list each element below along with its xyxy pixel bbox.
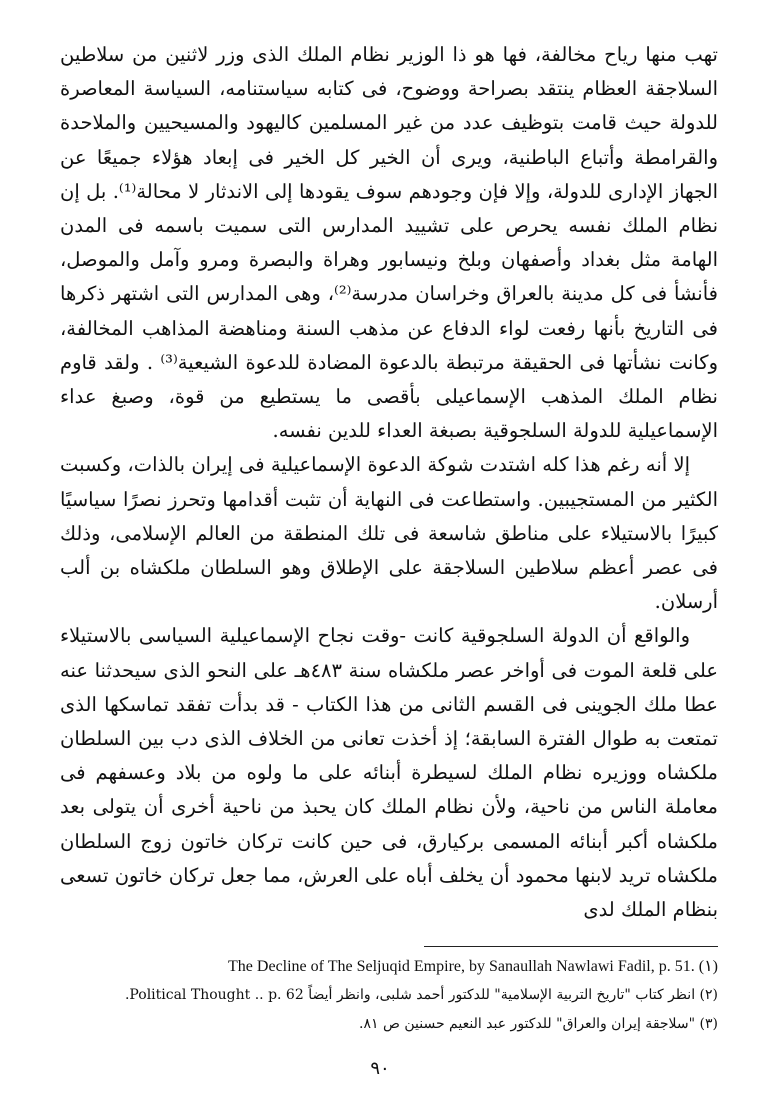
footnote-divider: [424, 946, 718, 947]
footnote-2: (٢) انظر كتاب "تاريخ التربية الإسلامية" للدكتور أحمد شلبى، وانظر أيضاً Political Thought .. p. 62.: [124, 987, 718, 1003]
paragraph-3: والواقع أن الدولة السلجوقية كانت -وقت نجاح الإسماعيلية السياسى بالاستيلاء على قلعة الموت فى أواخر عصر ملكشاه سنة ٤٨٣هـ على النحو الذى سيحدثنا عنه عطا ملك الجوينى فى القسم الثانى من هذا الكتاب - قد بدأت تفقد تماسكها الذى تمتعت به طوال الفترة السابقة؛ إذ أخذت تعانى من الخلاف الذى دب بين السلطان ملكشاه ووزيره نظام الملك لسيطرة أبنائه على ما ولوه من بلاد وعسفهم فى معاملة الناس من ناحية، ولأن نظام الملك كان يحبذ من ناحية أخرى أن يتولى بعد ملكشاه أكبر أبنائه المسمى بركيارق، فى حين كانت تركان خاتون زوج السلطان ملكشاه تريد لابنها محمود أن يخلف أباه على العرش، مما جعل تركان خاتون تسعى بنظام الملك لدى: [60, 624, 718, 922]
page-number: ٩٠: [370, 1058, 390, 1079]
paragraph-1: تهب منها رياح مخالفة، فها هو ذا الوزير نظام الملك الذى وزر لاثنين من سلاطين السلاجقة العظام ينتقد بصراحة ووضوح، فى كتابه سياستنامه، السياسة المعاصرة للدولة حيث قامت بتوظيف عدد من غير المسلمين كاليهود والمسيحيين والملاحدة والقرامطة وأتباع الباطنية، ويرى أن الخير كل الخير فى إبعاد هؤلاء جميعًا عن الجهاز الإدارى للدولة، وإلا فإن وجودهم سوف يقودها إلى الاندثار لا محالة⁽¹⁾. بل إن نظام الملك نفسه يحرص على تشييد المدارس التى سميت باسمه فى المدن الهامة مثل بغداد وأصفهان وبلخ ونيسابور وهراة والبصرة ومرو وآمل والموصل، فأنشأ فى كل مدينة بالعراق وخراسان مدرسة⁽²⁾، وهى المدارس التى اشتهر ذكرها فى التاريخ بأنها رفعت لواء الدفاع عن مذهب السنة ومناهضة المذاهب المخالفة، وكانت نشأتها فى الحقيقة مرتبطة بالدعوة المضادة للدعوة الشيعية⁽³⁾ . ولقد قاوم نظام الملك المذهب الإسماعيلى بأقصى ما يستطيع من قوة، وصبغ عداء الإسماعيلية للدولة السلجوقية بصبغة العداء للدين نفسه.: [60, 43, 719, 443]
footnotes: [60, 952, 718, 1039]
body-text: [60, 38, 718, 927]
paragraph-2: إلا أنه رغم هذا كله اشتدت شوكة الدعوة الإسماعيلية فى إيران بالذات، وكسبت الكثير من المستجيبين. واستطاعت فى النهاية أن تثبت أقدامها وتحرز نصرًا سياسيًا كبيرًا بالاستيلاء على مناطق شاسعة فى تلك المنطقة من العالم الإسلامى، وذلك فى عصر أعظم سلاطين السلاجقة على الإطلاق وهو السلطان ملكشاه بن ألب أرسلان.: [60, 453, 719, 614]
footnote-3: (٣) "سلاجقة إيران والعراق" للدكتور عبد النعيم حسنين ص ٨١.: [359, 1016, 718, 1032]
footnote-1: The Decline of The Seljuqid Empire, by Sanaullah Nawlawi Fadil, p. 51. (١): [228, 958, 718, 975]
